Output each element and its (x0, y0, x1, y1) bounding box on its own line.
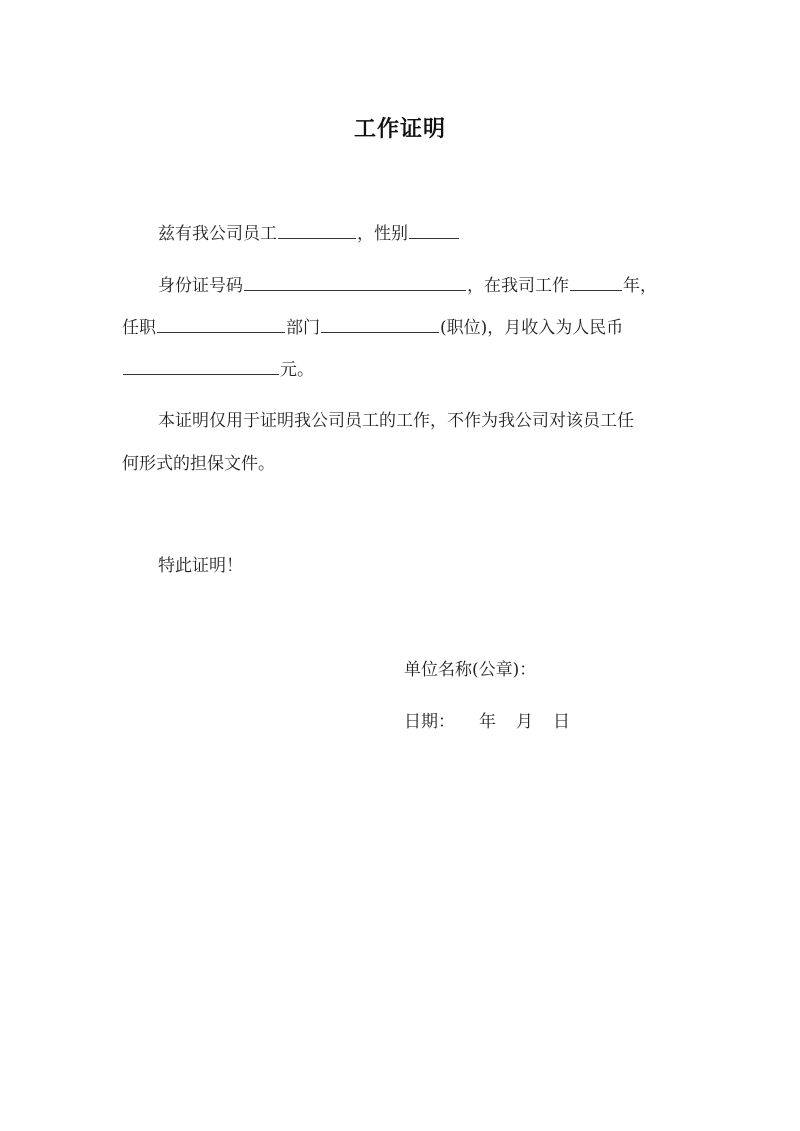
currency-unit-text: 元。 (280, 360, 314, 380)
employee-intro-text: 兹有我公司员工 (158, 224, 277, 244)
work-years-label: ，在我司工作 (467, 276, 569, 296)
date-month: 月 (516, 712, 533, 732)
gender-blank[interactable] (409, 220, 459, 239)
page-title: 工作证明 (353, 116, 446, 142)
unit-name-seal-label: 单位名称(公章)： (404, 660, 537, 680)
date-label: 日期： (404, 712, 455, 732)
disclaimer-line-1: 本证明仅用于证明我公司员工的工作，不作为我公司对该员工任 (158, 411, 634, 431)
id-number-label: 身份证号码 (158, 276, 243, 296)
year-unit-text: 年， (623, 276, 657, 296)
department-label: 部门 (286, 318, 320, 338)
closing-statement: 特此证明！ (158, 556, 243, 576)
salary-amount-blank[interactable] (123, 356, 279, 375)
position-label: 任职 (122, 318, 156, 338)
salary-label: (职位)，月收入为人民币 (440, 318, 624, 338)
disclaimer-line-2: 何形式的担保文件。 (122, 454, 275, 474)
department-blank[interactable] (157, 314, 285, 333)
employee-name-line (158, 220, 460, 247)
date-year: 年 (479, 712, 496, 732)
date-day: 日 (553, 712, 570, 732)
salary-amount-line (122, 356, 314, 383)
id-number-blank[interactable] (244, 272, 466, 291)
position-line (122, 314, 623, 341)
id-number-line (158, 272, 657, 299)
work-years-blank[interactable] (570, 272, 622, 291)
employee-name-blank[interactable] (278, 220, 356, 239)
date-line (404, 709, 570, 735)
job-title-blank[interactable] (321, 314, 439, 333)
gender-label: ，性别 (357, 224, 408, 244)
